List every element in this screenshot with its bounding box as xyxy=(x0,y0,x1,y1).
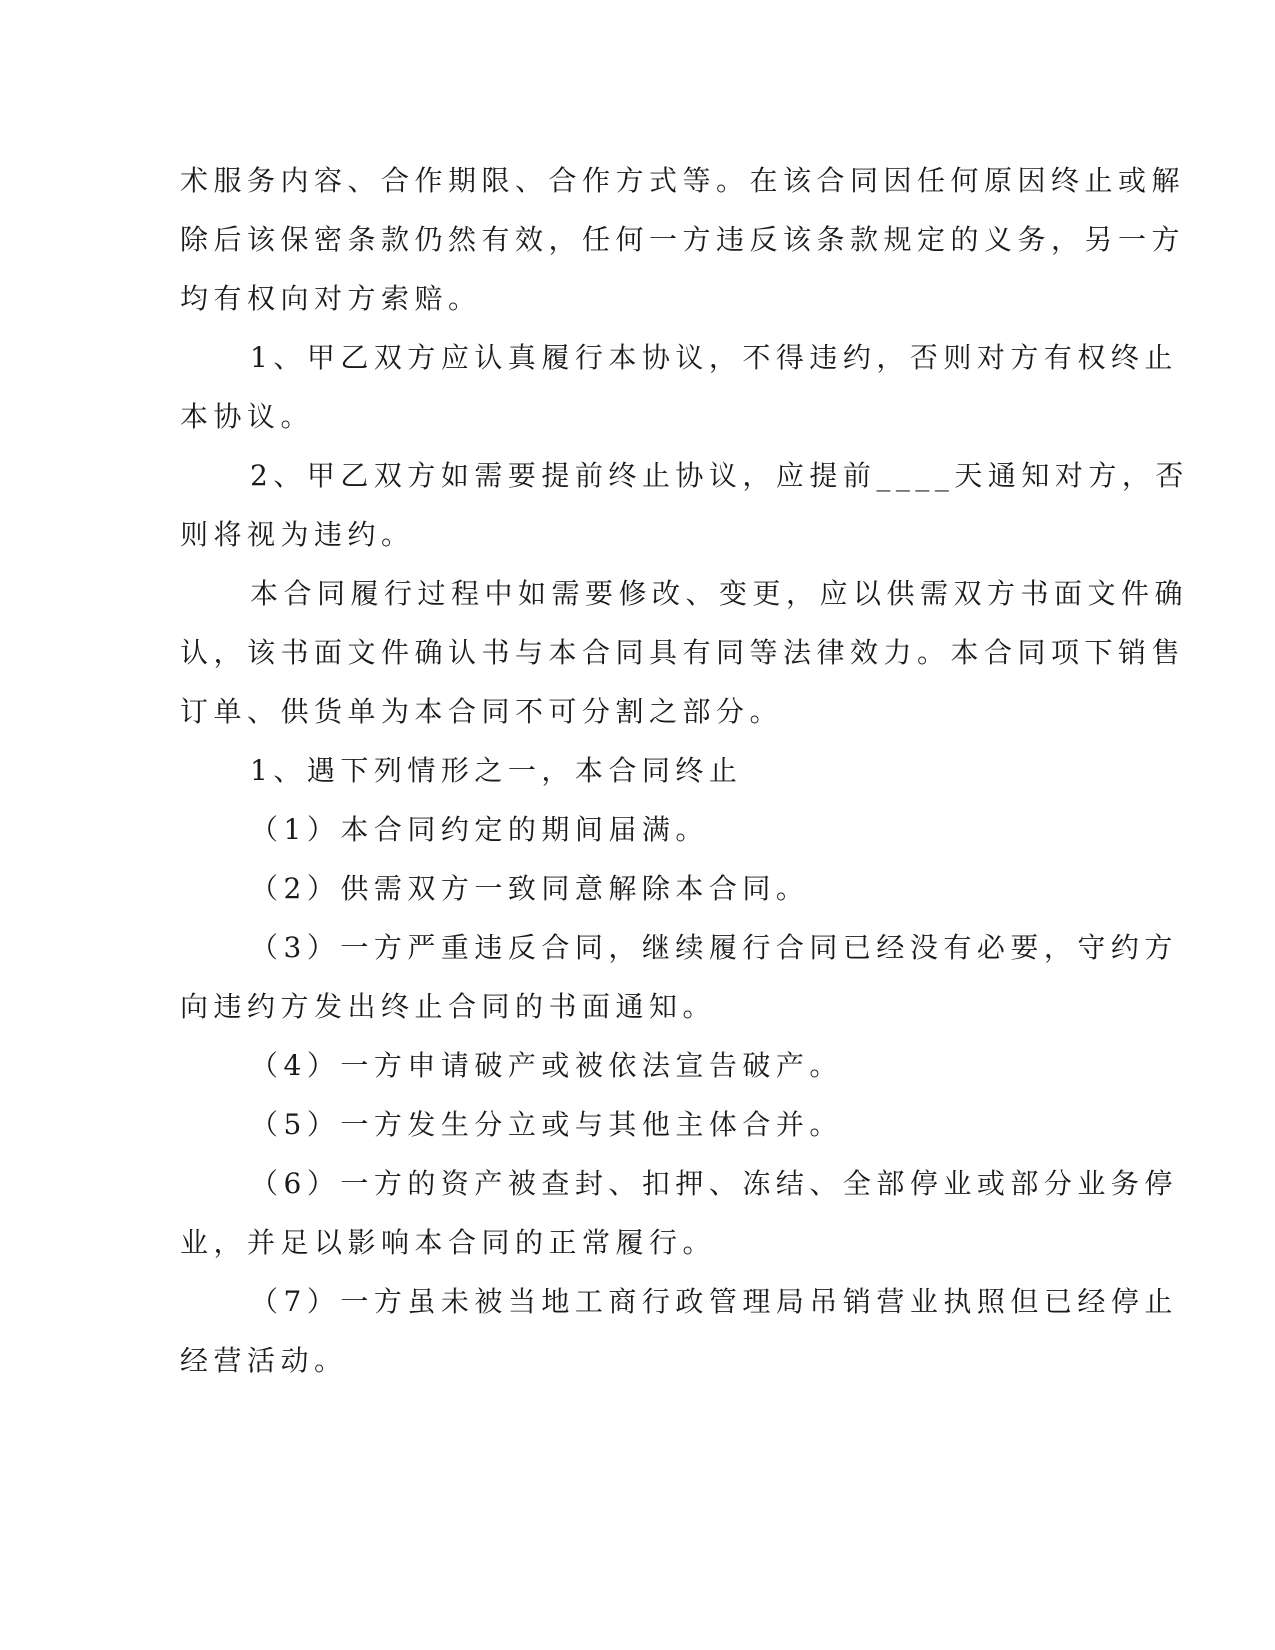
text-line: 则将视为违约。 xyxy=(180,518,415,551)
text-line: （5）一方发生分立或与其他主体合并。 xyxy=(250,1108,843,1141)
text-line: 本协议。 xyxy=(180,400,315,433)
text-line: （2）供需双方一致同意解除本合同。 xyxy=(250,872,810,905)
text-line: （3）一方严重违反合同，继续履行合同已经没有必要，守约方 xyxy=(250,931,1178,964)
text-line: 2、甲乙双方如需要提前终止协议，应提前____天通知对方，否 xyxy=(250,459,1189,492)
text-line: 术服务内容、合作期限、合作方式等。在该合同因任何原因终止或解 xyxy=(180,164,1186,197)
text-line: （6）一方的资产被查封、扣押、冻结、全部停业或部分业务停 xyxy=(250,1167,1178,1200)
text-line: 除后该保密条款仍然有效，任何一方违反该条款规定的义务，另一方 xyxy=(180,223,1186,256)
text-line: （4）一方申请破产或被依法宣告破产。 xyxy=(250,1049,843,1082)
text-line: 经营活动。 xyxy=(180,1344,348,1377)
text-line: （7）一方虽未被当地工商行政管理局吊销营业执照但已经停止 xyxy=(250,1285,1178,1318)
text-line: （1）本合同约定的期间届满。 xyxy=(250,813,709,846)
text-line: 业，并足以影响本合同的正常履行。 xyxy=(180,1226,717,1259)
text-line: 1、甲乙双方应认真履行本协议，不得违约，否则对方有权终止 xyxy=(250,341,1178,374)
text-line: 均有权向对方索赔。 xyxy=(180,282,482,315)
text-line: 1、遇下列情形之一，本合同终止 xyxy=(250,754,743,787)
text-line: 认，该书面文件确认书与本合同具有同等法律效力。本合同项下销售 xyxy=(180,636,1186,669)
text-line: 本合同履行过程中如需要修改、变更，应以供需双方书面文件确 xyxy=(250,577,1189,610)
text-line: 向违约方发出终止合同的书面通知。 xyxy=(180,990,717,1023)
text-line: 订单、供货单为本合同不可分割之部分。 xyxy=(180,695,784,728)
